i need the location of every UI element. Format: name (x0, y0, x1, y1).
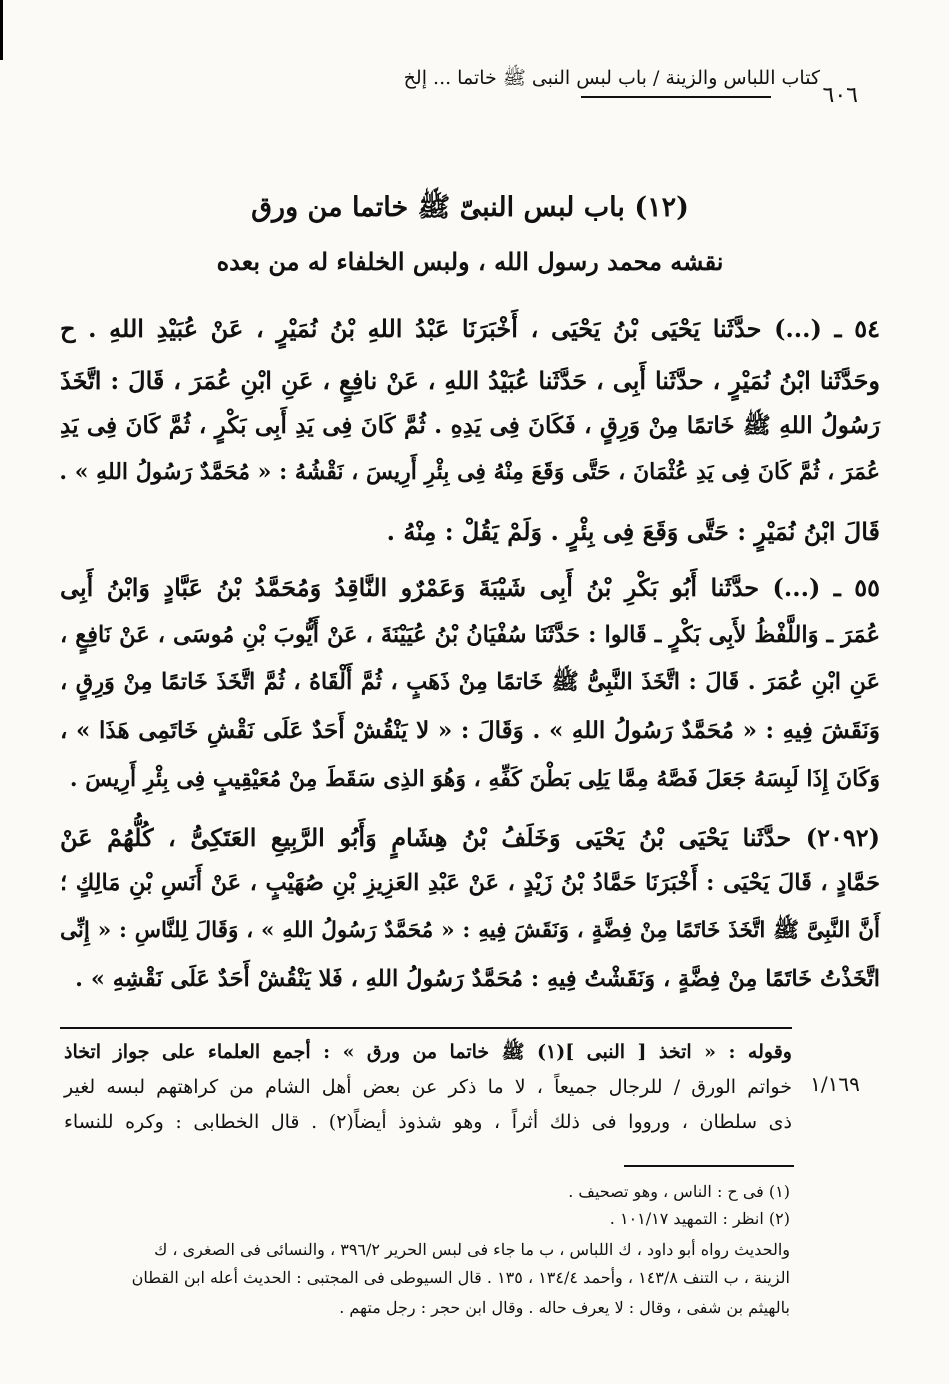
hadith-line: عَنِ ابْنِ عُمَرَ . قَالَ : اتَّخَذَ النَّبِىُّ ﷺ خَاتمًا مِنْ ذَهَبٍ ، ثُمَّ أَلْقَاهُ ، ثُمَّ اتَّخَذَ خَاتمًا مِنْ وَرِقٍ ، (60, 669, 880, 695)
chapter-title: (١٢) باب لبس النبىّ ﷺ خاتما من ورق (251, 192, 689, 223)
running-header: كتاب اللباس والزينة / باب لبس النبى ﷺ خاتما ... إلخ (403, 67, 820, 89)
hadith-line: رَسُولُ اللهِ ﷺ خَاتمًا مِنْ وَرِقٍ ، فَكَانَ فِى يَدِهِ . ثُمَّ كَانَ فِى يَدِ أَبِى بَكْرٍ ، ثُمَّ كَانَ فِى يَدِ (60, 412, 880, 439)
commentary-line: ذى سلطان ، ورووا فى ذلك أثراً ، وهو شذوذ أيضاً(٢) . قال الخطابى : وكره للنساء (64, 1111, 792, 1133)
page-number: ٦٠٦ (822, 83, 858, 108)
hadith-line: (٢٠٩٢) حدَّثَنا يَحْيَى بْنُ يَحْيَى وَخَلَفُ بْنُ هِشَامٍ وَأَبُو الرَّبِيعِ العَتَكِىُّ ، كُلُّهُمْ عَنْ (60, 823, 880, 852)
hadith-line: حَمَّادٍ ، قَالَ يَحْيَى : أَخْبَرَنَا حَمَّادُ بْنُ زَيْدٍ ، عَنْ عَبْدِ العَزِيزِ بْنِ صُهَيْبٍ ، عَنْ أَنَسِ بْنِ مَالِكٍ ؛ (60, 870, 880, 896)
hadith-line: وَنَقَشَ فِيهِ : « مُحَمَّدٌ رَسُولُ اللهِ » . وَقَالَ : « لا يَنْقُشْ أَحَدٌ عَلَى نَقْشِ خَاتَمِى هَذَا » ، (60, 717, 880, 744)
scan-edge (0, 0, 3, 60)
hadith-line: عُمَرَ ـ وَاللَّفْظُ لأَبِى بَكْرٍ ـ قَالوا : حَدَّثَنَا سُفْيَانُ بْنُ عُيَيْنَةَ ، عَنْ أَيُّوبَ بْنِ مُوسَى ، عَنْ نَافِعٍ ، (60, 622, 880, 648)
hadith-line: ٥٤ ـ (...) حدَّثَنا يَحْيَى بْنُ يَحْيَى ، أَخْبَرَنَا عَبْدُ اللهِ بْنُ نُمَيْرٍ ، عَنْ عُبَيْدِ اللهِ . ح (60, 314, 880, 343)
commentary-rule (60, 1027, 792, 1029)
hadith-line: عُمَرَ ، ثُمَّ كَانَ فِى يَدِ عُثْمَانَ ، حَتَّى وَقَعَ مِنْهُ فِى بِئْرِ أَرِيسَ ، نَقْشُهُ : « مُحَمَّدٌ رَسُولُ اللهِ » . (59, 459, 880, 485)
hadith-line: ٥٥ ـ (...) حدَّثَنا أَبُو بَكْرِ بْنُ أَبِى شَيْبَةَ وَعَمْرٌو النَّاقِدُ وَمُحَمَّدُ بْنُ عَبَّادٍ وَابْنُ أَبِى (60, 573, 880, 602)
hadith-line: أَنَّ النَّبِىَّ ﷺ اتَّخَذَ خَاتَمًا مِنْ فِضَّةٍ ، وَنَقَشَ فِيهِ : « مُحَمَّدٌ رَسُولُ اللهِ » ، وَقَالَ لِلنَّاسِ : « إِنِّى (60, 918, 880, 943)
commentary-line: وقوله : « اتخذ [ النبى ](١) ﷺ خاتما من ورق » : أجمع العلماء على جواز اتخاذ (64, 1041, 792, 1063)
hadith-line: وحَدَّثَنا ابْنُ نُمَيْرٍ ، حدَّثَنا أَبِى ، حَدَّثَنا عُبَيْدُ اللهِ ، عَنْ نافِعٍ ، عَنِ ابْنِ عُمَرَ ، قَالَ : اتَّخَذَ (60, 366, 880, 395)
hadith-line: وَكَانَ إِذَا لَبِسَهُ جَعَلَ فَصَّهُ مِمَّا يَلِى بَطْنَ كَفِّهِ ، وَهُوَ الذِى سَقَطَ مِنْ مُعَيْقِيبٍ فِى بِئْرِ أَرِيسَ . (69, 766, 880, 792)
chapter-subtitle: نقشه محمد رسول الله ، ولبس الخلفاء له من بعده (216, 247, 724, 276)
hadith-line: اتَّخَذْتُ خَاتَمًا مِنْ فِضَّةٍ ، وَنَقَشْتُ فِيهِ : مُحَمَّدٌ رَسُولُ اللهِ ، فَلا يَنْقُشْ أَحَدٌ عَلَى نَقْشِهِ » . (75, 966, 880, 992)
margin-reference: ١/١٦٩ (810, 1072, 860, 1096)
footnote-rule (624, 1165, 794, 1167)
footnote: بالهيثم بن شفى ، وقال : لا يعرف حاله . وقال ابن حجر : رجل متهم . (339, 1298, 790, 1317)
commentary-line: خواتم الورق / للرجال جميعاً ، لا ما ذكر عن بعض أهل الشام من كراهتهم لبسه لغير (64, 1076, 792, 1098)
footnote: (١) فى ح : الناس ، وهو تصحيف . (568, 1182, 790, 1201)
footnote: والحديث رواه أبو داود ، ك اللباس ، ب ما جاء فى لبس الحرير ٣٩٦/٢ ، والنسائى فى الصغرى ، ك (154, 1240, 790, 1259)
footnote: (٢) انظر : التمهيد ١٠١/١٧ . (609, 1209, 790, 1228)
footnote: الزينة ، ب التنف ١٤٣/٨ ، وأحمد ١٣٤/٤ ، ١٣٥ . قال السيوطى فى المجتبى : الحديث أعله ابن القطان (131, 1268, 790, 1287)
header-rule (581, 96, 771, 98)
hadith-line: قَالَ ابْنُ نُمَيْرٍ : حَتَّى وَقَعَ فِى بِئْرٍ . وَلَمْ يَقُلْ : مِنْهُ . (386, 517, 880, 546)
